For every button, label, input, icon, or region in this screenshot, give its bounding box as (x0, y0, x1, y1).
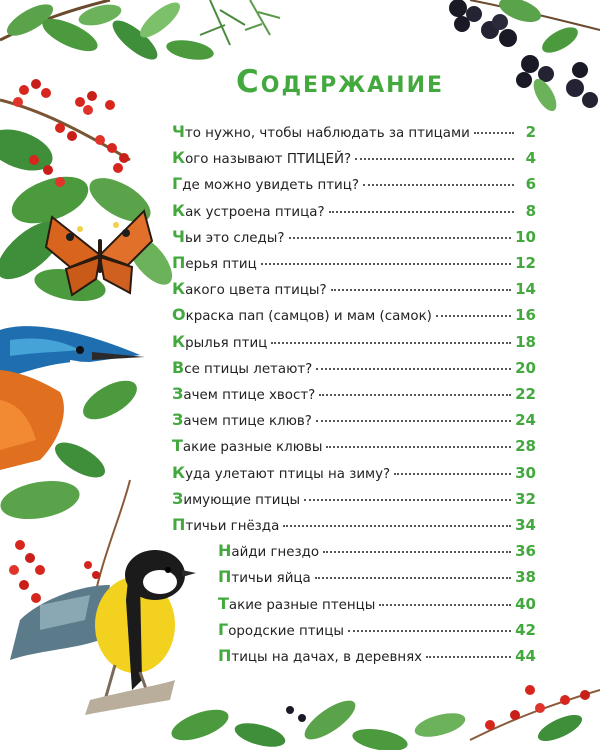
toc-entry[interactable] (172, 201, 536, 221)
toc-entry[interactable] (172, 358, 536, 378)
toc-entry[interactable] (218, 646, 536, 666)
toc-entry-initial: Т (218, 593, 229, 613)
toc-leader-dots (355, 158, 514, 160)
toc-entry[interactable] (172, 279, 536, 299)
toc-page-number: 40 (515, 594, 536, 613)
toc-page-number: 44 (515, 647, 536, 665)
toc-page-number: 22 (515, 385, 536, 403)
toc-entry-initial: Ч (172, 122, 185, 141)
toc-leader-dots (348, 630, 511, 632)
toc-leader-dots (379, 604, 511, 606)
toc-leader-dots (323, 551, 511, 553)
toc-entry-title: тицы на дачах, в деревнях (231, 650, 423, 665)
toc-page-number: 12 (515, 254, 536, 272)
toc-entry[interactable] (172, 253, 536, 273)
toc-entry[interactable] (172, 410, 536, 430)
toc-entry-initial: П (218, 567, 232, 587)
toc-page-number: 28 (515, 437, 536, 456)
toc-entry-title: то нужно, чтобы наблюдать за птицами (184, 126, 470, 141)
toc-entry-title: се птицы летают? (184, 361, 313, 377)
toc-page-number: 38 (515, 568, 536, 587)
toc-page-number: 16 (515, 306, 536, 325)
toc-entry[interactable] (172, 463, 536, 483)
toc-entry-initial: К (172, 148, 186, 168)
toc-leader-dots (261, 263, 511, 265)
toc-entry[interactable] (172, 489, 536, 509)
toc-entry-title: акого цвета птицы? (185, 283, 327, 299)
toc-page-number: 4 (525, 149, 536, 168)
toc-entry[interactable] (172, 332, 536, 352)
toc-entry-initial: Г (218, 619, 229, 639)
toc-entry-title: ородские птицы (228, 623, 344, 639)
toc-entry[interactable] (172, 122, 536, 142)
toc-entry-initial: Ч (172, 226, 185, 246)
toc-page-number: 2 (525, 123, 536, 141)
toc-entry[interactable] (172, 227, 536, 247)
toc-entry-title: краска пап (самцов) и мам (самок) (185, 309, 432, 325)
toc-entry-title: тичьи гнёзда (185, 519, 280, 534)
toc-page-number: 30 (515, 463, 536, 482)
toc-entry[interactable] (172, 515, 536, 535)
toc-leader-dots (331, 289, 512, 291)
toc-leader-dots (474, 132, 514, 134)
toc-entry-title: акие разные клювы (182, 440, 323, 456)
toc-entry-title: уда улетают птицы на зиму? (185, 466, 391, 482)
toc-entry[interactable] (218, 567, 536, 587)
toc-leader-dots (319, 394, 511, 396)
toc-page-number: 10 (515, 227, 536, 246)
toc-leader-dots (316, 368, 511, 370)
toc-leader-dots (315, 577, 511, 579)
toc-entry-title: ерья птиц (185, 257, 257, 272)
toc-page-number: 34 (515, 516, 536, 534)
toc-entry-title: ьи это следы? (184, 230, 285, 246)
toc-entry-initial: З (172, 410, 184, 430)
toc-entry[interactable] (172, 148, 536, 168)
toc-leader-dots (394, 473, 511, 475)
toc-entry-title: имующие птицы (183, 492, 301, 508)
toc-leader-dots (304, 499, 511, 501)
toc-entry-initial: Г (172, 174, 183, 194)
toc-page-number: 42 (515, 620, 536, 639)
toc-entry-initial: О (172, 305, 186, 325)
toc-entry-initial: З (172, 384, 184, 403)
toc-page-number: 6 (525, 175, 536, 194)
toc-entry[interactable] (218, 594, 536, 614)
page-title: Содержание (236, 64, 445, 100)
toc-entry[interactable] (172, 436, 536, 456)
toc-leader-dots (326, 446, 511, 448)
toc-leader-dots (363, 184, 514, 186)
toc-entry-title: де можно увидеть птиц? (182, 178, 359, 194)
toc-entry-title: ачем птице клюв? (183, 414, 312, 430)
toc-entry-title: тичьи яйца (231, 571, 311, 587)
toc-entry-initial: П (172, 253, 186, 272)
toc-leader-dots (316, 420, 511, 422)
toc-entry-title: рылья птиц (185, 335, 268, 351)
toc-entry[interactable] (172, 384, 536, 404)
toc-entry-initial: К (172, 331, 186, 351)
toc-entry[interactable] (218, 541, 536, 561)
toc-entry-initial: К (172, 200, 186, 220)
toc-page-number: 32 (515, 489, 536, 508)
toc-entry-initial: К (172, 279, 186, 299)
toc-page-number: 36 (515, 542, 536, 561)
toc-entry-title: ачем птице хвост? (183, 388, 316, 403)
toc-entry-title: акие разные птенцы (228, 597, 376, 613)
toc-leader-dots (436, 315, 511, 317)
toc-entry-initial: В (172, 357, 185, 377)
toc-leader-dots (283, 525, 511, 527)
toc-entry-title: ого называют ПТИЦЕЙ? (185, 152, 352, 168)
toc-entry[interactable] (172, 174, 536, 194)
toc-page-number: 24 (515, 411, 536, 430)
toc-page-number: 18 (515, 332, 536, 351)
toc-page-number: 20 (515, 358, 536, 377)
toc-leader-dots (426, 656, 511, 658)
toc-entry-initial: З (172, 488, 184, 508)
toc-entry-initial: Н (218, 541, 232, 561)
toc-page-number: 14 (515, 280, 536, 299)
toc-entry[interactable] (172, 305, 536, 325)
toc-entry-initial: П (172, 515, 186, 534)
toc-leader-dots (329, 211, 514, 213)
toc-entry-initial: К (172, 462, 186, 482)
toc-entry-initial: П (218, 646, 232, 665)
toc-entry[interactable] (218, 620, 536, 640)
toc-leader-dots (289, 237, 512, 239)
toc-entry-initial: Т (172, 436, 183, 456)
toc-entry-title: ак устроена птица? (185, 204, 325, 220)
toc-leader-dots (271, 342, 511, 344)
toc-entry-title: айди гнездо (231, 545, 320, 561)
toc-page-number: 8 (525, 201, 536, 220)
